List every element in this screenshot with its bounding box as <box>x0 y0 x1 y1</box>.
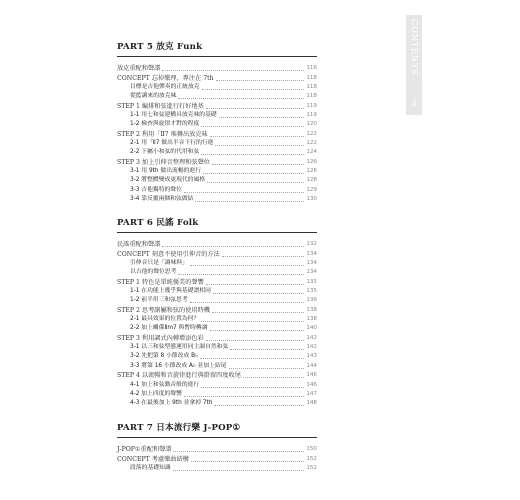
toc-entry-title: STEP 2 思考副屬和弦的使用時機 <box>117 306 210 314</box>
dot-leader <box>215 145 304 146</box>
toc-page-number: 124 <box>306 149 317 156</box>
toc-entry-title: 4-3 在最後加上 9th 並拿掉 7th <box>130 400 213 407</box>
toc-page-number: 142 <box>306 344 317 351</box>
toc-entry <box>117 249 317 258</box>
dot-leader <box>202 89 305 90</box>
toc-entry-title: 以吉他的聲位思考 <box>130 269 177 276</box>
toc-entry <box>117 305 317 314</box>
toc-entry <box>117 333 317 342</box>
toc-entry-title: STEP 1 特色是單純優美的聲響 <box>117 278 204 286</box>
toc-page-number: 116 <box>306 65 317 72</box>
part-title: PART 5 放克 Funk <box>117 42 317 57</box>
toc-entry-title: 放克重配和聲譜 <box>117 65 161 73</box>
part-title: PART 7 日本流行樂 J-POP① <box>117 423 317 438</box>
toc-entry-title: STEP 1 編排和弦進行打好地基 <box>117 102 204 110</box>
dot-leader <box>190 265 304 266</box>
contents-sub-label: 目錄 <box>411 97 417 107</box>
dot-leader <box>206 340 305 341</box>
dot-leader <box>201 154 304 155</box>
dot-leader <box>229 368 305 369</box>
toc-entry-title: CONCEPT 刻意不使用引伸音的方法 <box>117 250 220 258</box>
dot-leader <box>191 461 304 462</box>
dot-leader <box>190 302 305 303</box>
toc-page-number: 122 <box>306 130 317 137</box>
dot-leader <box>195 201 304 202</box>
toc-entry-title: CONCEPT 考慮樂曲結構 <box>117 455 189 463</box>
toc-page-number: 126 <box>306 158 317 165</box>
dot-leader <box>243 377 304 378</box>
toc-entries <box>117 240 317 408</box>
toc-entry-title: 1-1 用七和弦建構具放克味的基礎 <box>130 112 217 119</box>
toc-entry-title: 引伸音只是「調味料」 <box>130 260 188 267</box>
dot-leader <box>210 136 305 137</box>
toc-page-number: 135 <box>306 288 317 295</box>
dot-leader <box>201 321 304 322</box>
toc-page-number: 140 <box>306 325 317 332</box>
dot-leader <box>203 173 304 174</box>
toc-page-number: 122 <box>306 140 317 147</box>
dot-leader <box>162 246 304 247</box>
toc-entry-title: 3-1 用 9th 做出流暢的進行 <box>130 168 202 175</box>
toc-page-number: 152 <box>306 465 317 472</box>
toc-entry-title: STEP 4 以流暢和音旋律進行與掛留四度收尾 <box>117 372 241 380</box>
toc-page-number: 143 <box>306 353 317 360</box>
toc-page-number: 120 <box>306 121 317 128</box>
dot-leader <box>214 405 304 406</box>
toc-page-number: 126 <box>306 168 317 175</box>
toc-entry-title: 3-4 靠反覆兩個和弦做結 <box>130 196 194 203</box>
toc-entry <box>117 120 317 129</box>
contents-side-tab <box>406 15 422 115</box>
toc-entry <box>117 390 317 399</box>
toc-page-number: 138 <box>306 316 317 323</box>
toc-entry <box>117 139 317 148</box>
dot-leader <box>207 182 304 183</box>
toc-section-part5 <box>117 42 317 204</box>
toc-page-number: 135 <box>306 278 317 285</box>
toc-entry-title: J-POP①重配和聲譜 <box>117 446 172 454</box>
toc-entry <box>117 371 317 380</box>
toc-entries <box>117 64 317 204</box>
toc-page-number: 148 <box>306 400 317 407</box>
dot-leader <box>184 396 304 397</box>
toc-entry <box>117 343 317 352</box>
dot-leader <box>206 108 305 109</box>
toc-entry <box>117 111 317 120</box>
toc-entry-title: 1-2 前半用三和弦思考 <box>130 297 188 304</box>
dot-leader <box>201 126 304 127</box>
part-title: PART 6 民謠 Folk <box>117 218 317 233</box>
toc-entry-title: 從藍調來的放克味 <box>130 93 177 100</box>
toc-page-number: 134 <box>306 250 317 257</box>
toc-entry <box>117 399 317 408</box>
toc-entry-title: 2-2 加上關係Ⅱm7 與暫時轉調 <box>130 325 208 332</box>
toc-entry-title: CONCEPT 忘掉樂理，專注在 7th <box>117 74 214 82</box>
toc-entry <box>117 352 317 361</box>
toc-entry-title: 3-1 以三和弦型態運用同主調自然和弦 <box>130 344 229 351</box>
toc-page-number: 144 <box>306 362 317 369</box>
toc-page-number: 130 <box>306 196 317 203</box>
toc-entry-title: 1-1 在功能上幾乎與基礎譜相同 <box>130 288 211 295</box>
toc-page-number: 142 <box>306 334 317 341</box>
toc-entry <box>117 454 317 463</box>
dot-leader <box>184 192 304 193</box>
toc-entry-title: 3-3 吉他獨特的聲位 <box>130 186 182 193</box>
toc-entry-title: 2-2 下屬小和弦的代用和弦 <box>130 149 200 156</box>
dot-leader <box>173 451 304 452</box>
dot-leader <box>178 98 304 99</box>
toc-entry <box>117 296 317 305</box>
dot-leader <box>173 470 305 471</box>
toc-entry <box>117 176 317 185</box>
toc-entry <box>117 240 317 249</box>
toc-page-number: 147 <box>306 390 317 397</box>
toc-page-number: 119 <box>306 112 317 119</box>
toc-entry-title: 3-2 先把第 8 小節改成 B♭ <box>130 353 198 360</box>
toc-page-number: 132 <box>306 241 317 248</box>
toc-entry <box>117 157 317 166</box>
toc-page-number: 134 <box>306 260 317 267</box>
toc-entry <box>117 315 317 324</box>
toc-entry-title: 4-1 加上和弦動音般的進行 <box>130 381 200 388</box>
toc-page-number: 136 <box>306 297 317 304</box>
dot-leader <box>216 80 305 81</box>
dot-leader <box>206 284 305 285</box>
toc-entry <box>117 268 317 277</box>
toc-entry <box>117 167 317 176</box>
toc-entry <box>117 464 317 473</box>
toc-entry <box>117 185 317 194</box>
toc-entry-title: 3-2 將整體變成更現代的風格 <box>130 177 206 184</box>
toc-entry <box>117 148 317 157</box>
toc-entry <box>117 83 317 92</box>
toc-page-number: 146 <box>306 372 317 379</box>
toc-entry <box>117 445 317 454</box>
dot-leader <box>222 256 305 257</box>
contents-label: CONTENTS <box>409 19 419 76</box>
toc-page-number: 118 <box>306 74 317 81</box>
toc-entry <box>117 380 317 389</box>
toc-entry <box>117 92 317 101</box>
toc-entry <box>117 324 317 333</box>
toc-entry-title: 3-3 將第 16 小節改成 A♭ 並加上結尾 <box>130 362 227 369</box>
toc-section-part7 <box>117 423 317 473</box>
toc-page-number: 150 <box>306 446 317 453</box>
toc-entry-title: 4-2 加上四度的聲響 <box>130 390 182 397</box>
dot-leader <box>230 349 304 350</box>
toc-entry <box>117 195 317 204</box>
dot-leader <box>178 274 304 275</box>
toc-entry-title: 段落的基礎知識 <box>130 465 171 472</box>
toc-page-number: 128 <box>306 177 317 184</box>
toc-entries <box>117 445 317 473</box>
toc-entry-title: STEP 3 利用調式內轉增添色彩 <box>117 334 204 342</box>
toc-entry-title: 民謠重配和聲譜 <box>117 241 161 249</box>
toc-entry-title: 目標是吉他彈奏的正統放克 <box>130 84 200 91</box>
dot-leader <box>219 117 305 118</box>
toc-page-number: 138 <box>306 306 317 313</box>
toc-page-number: 152 <box>306 455 317 462</box>
toc-page-number: 146 <box>306 381 317 388</box>
toc-entry <box>117 64 317 73</box>
dot-leader <box>201 387 304 388</box>
toc-page-number: 118 <box>306 93 317 100</box>
dot-leader <box>200 358 304 359</box>
toc-entry <box>117 129 317 138</box>
toc-page-number: 134 <box>306 269 317 276</box>
toc-entry-title: 1-2 檢查與旋律才對的程度 <box>130 121 200 128</box>
toc-entry <box>117 287 317 296</box>
toc-entry <box>117 361 317 370</box>
dot-leader <box>213 293 304 294</box>
toc-entry-title: STEP 2 利用「Ⅱ7 堆疊出放克味 <box>117 130 208 138</box>
dot-leader <box>212 312 304 313</box>
toc-entry-title: 2-1 用「Ⅱ7 做出半音下行的行進 <box>130 140 214 147</box>
toc-page-number: 118 <box>306 84 317 91</box>
dot-leader <box>210 330 305 331</box>
toc-entry <box>117 73 317 82</box>
toc-entry <box>117 277 317 286</box>
toc-section-part6 <box>117 218 317 408</box>
toc-page-number: 119 <box>306 102 317 109</box>
toc-entry-title: STEP 3 加上引伸音整理和弦聲位 <box>117 158 210 166</box>
dot-leader <box>212 164 304 165</box>
toc-page-number: 129 <box>306 186 317 193</box>
toc-entry <box>117 259 317 268</box>
toc-entry-title: 2-1 最具效果的位置為何？ <box>130 316 200 323</box>
dot-leader <box>162 70 304 71</box>
toc-entry <box>117 101 317 110</box>
